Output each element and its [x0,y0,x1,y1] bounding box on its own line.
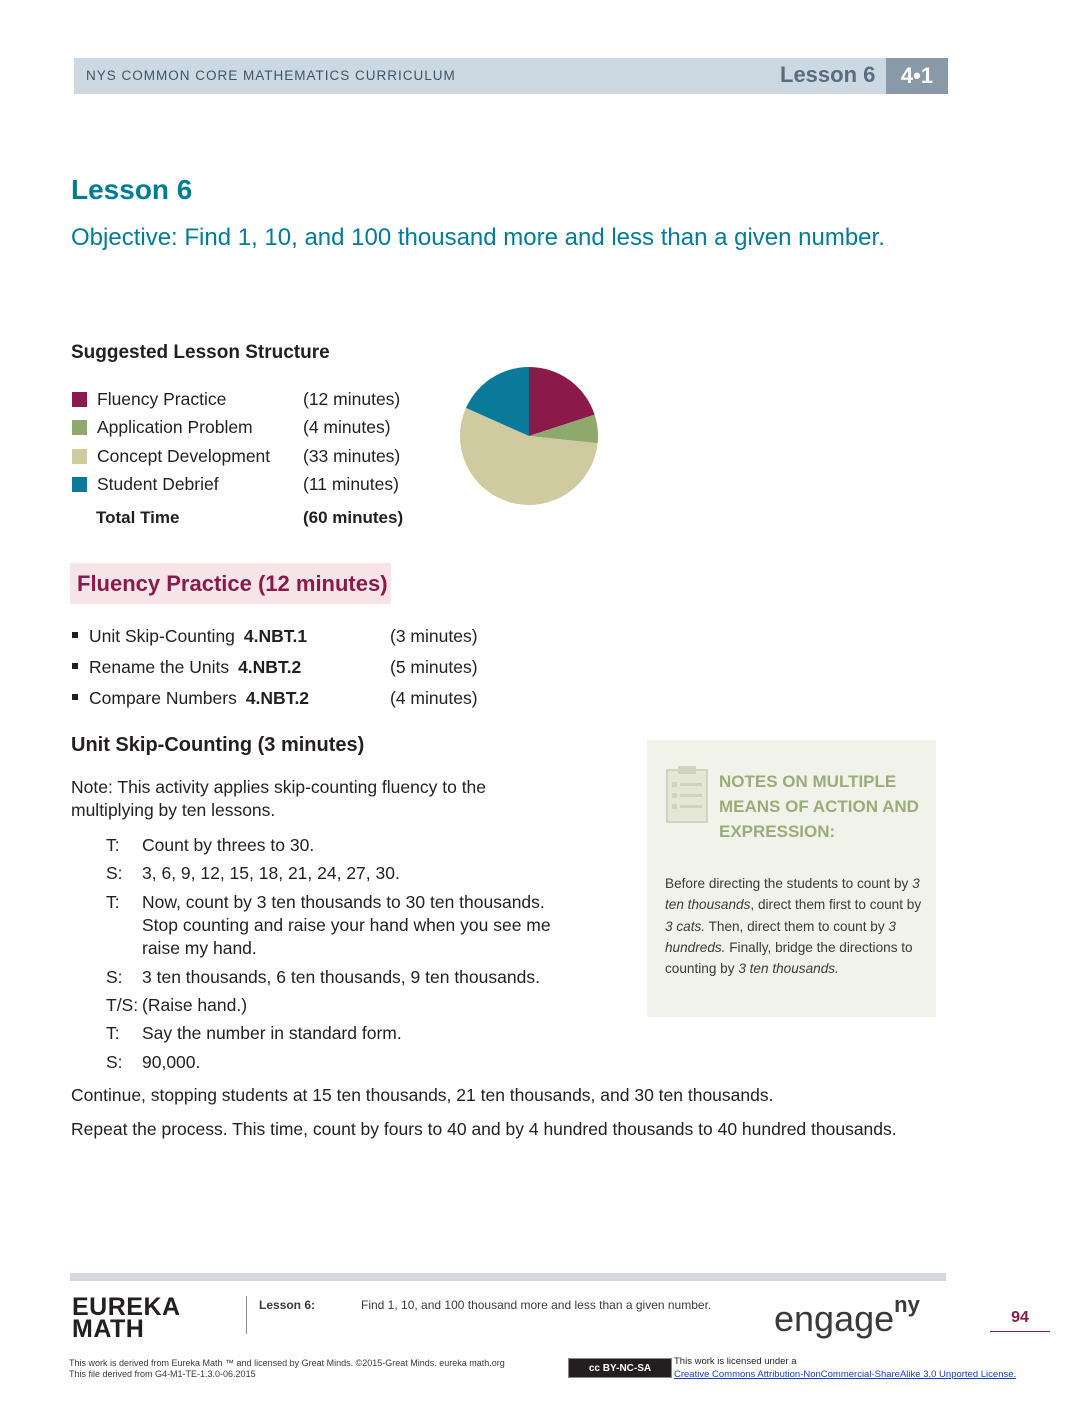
legend-swatch [72,449,87,464]
continue-paragraph: Continue, stopping students at 15 ten thousands, 21 ten thousands, and 30 ten thousands. [71,1085,774,1105]
skip-counting-note: Note: This activity applies skip-counting fluency to the multiplying by ten lessons. [71,777,487,820]
footer-rule [70,1273,946,1281]
skip-counting-heading: Unit Skip-Counting (3 minutes) [71,734,365,756]
speaker: T: [106,1023,120,1043]
structure-title: Suggested Lesson Structure [71,342,330,363]
structure-item-minutes: (4 minutes) [303,417,391,437]
fluency-item-standard: 4.NBT.1 [243,626,308,646]
dialogue-text: 90,000. [142,1052,201,1072]
fluency-item-minutes: (5 minutes) [390,657,478,677]
footer-lesson-label: Lesson 6: [259,1298,316,1312]
fluency-heading: Fluency Practice (12 minutes) [77,571,388,596]
structure-item-name: Application Problem [97,417,253,437]
legend-swatch [72,477,87,492]
footer-objective: Find 1, 10, and 100 thousand more and less than a given number. [361,1298,712,1312]
bullet [72,663,78,669]
notes-body: Before directing the students to count by 3 ten thousands, direct them first to count by 3 cats. Then, direct them to count by 3 hundreds. Finally, bridge the directions to counting by 3 ten thousands. [665,876,922,977]
speaker: S: [106,967,123,987]
engageny-logo: engage$^{ny}$ [774,1292,920,1339]
total-label: Total Time [96,508,180,527]
dialogue-text: 3, 6, 9, 12, 15, 18, 21, 24, 27, 30. [142,863,400,883]
structure-item-minutes: (11 minutes) [303,474,399,494]
speaker: S: [106,1052,123,1072]
fluency-item-minutes: (4 minutes) [390,688,478,708]
dialogue-text: Now, count by 3 ten thousands to 30 ten thousands. Stop counting and raise your hand when you see me raise my hand. [142,892,551,958]
footer-credit: This work is derived from Eureka Math ™ and licensed by Great Minds. ©2015-Great Minds. eureka math.org This file derived from G4-M1-TE-1.3.0-06.2015 [69,1358,505,1379]
structure-item-minutes: (12 minutes) [303,389,401,409]
speaker: T/S: [106,995,139,1015]
notes-title: NOTES ON MULTIPLE MEANS OF ACTION AND EXPRESSION: [719,772,919,841]
speaker: S: [106,863,123,883]
repeat-paragraph: Repeat the process. This time, count by fours to 40 and by 4 hundred thousands to 40 hundred thousands. [71,1119,897,1139]
dialogue-text: Count by threes to 30. [142,835,315,855]
fluency-item-name: Compare Numbers [89,688,237,708]
structure-item-name: Fluency Practice [97,389,227,409]
bullet [72,694,78,700]
fluency-item-name: Rename the Units [89,657,230,677]
lesson-title: Lesson 6 [71,174,193,205]
structure-item-name: Student Debrief [97,474,219,494]
legend-swatch [72,420,87,435]
page-number-underline [990,1331,1050,1332]
lesson-objective: Objective: Find 1, 10, and 100 thousand more and less than a given number. [71,224,885,251]
fluency-item-standard: 4.NBT.2 [238,657,302,677]
total-minutes: (60 minutes) [303,508,404,527]
speaker: T: [106,835,120,855]
structure-item-name: Concept Development [97,446,271,466]
creative-commons-badge: cc BY-NC-SA [568,1358,672,1378]
eureka-math-logo: EUREKA MATH [72,1293,181,1343]
legend-swatch [72,392,87,407]
fluency-item-minutes: (3 minutes) [390,626,478,646]
clipboard-checklist-icon [666,766,710,824]
lesson-structure-pie-chart [459,366,599,506]
dialogue-text: 3 ten thousands, 6 ten thousands, 9 ten thousands. [142,967,540,987]
footer-divider [246,1296,247,1334]
license-link[interactable]: Creative Commons Attribution-NonCommercial-ShareAlike 3.0 Unported License. [674,1369,1017,1380]
header-lesson: Lesson 6 [780,62,876,87]
grade-module-badge: 4•1 [886,58,948,94]
fluency-item-standard: 4.NBT.2 [245,688,310,708]
curriculum-title: NYS COMMON CORE MATHEMATICS CURRICULUM [86,68,456,83]
dialogue-text: (Raise hand.) [142,995,248,1015]
speaker: T: [106,892,120,912]
page-number: 94 [1011,1309,1029,1326]
dialogue-text: Say the number in standard form. [142,1023,402,1043]
footer-license: This work is licensed under a Creative Commons Attribution-NonCommercial-ShareAlike 3.0 Unported License. [674,1356,1017,1380]
fluency-item-name: Unit Skip-Counting [89,626,235,646]
bullet [72,632,78,638]
structure-item-minutes: (33 minutes) [303,446,401,466]
